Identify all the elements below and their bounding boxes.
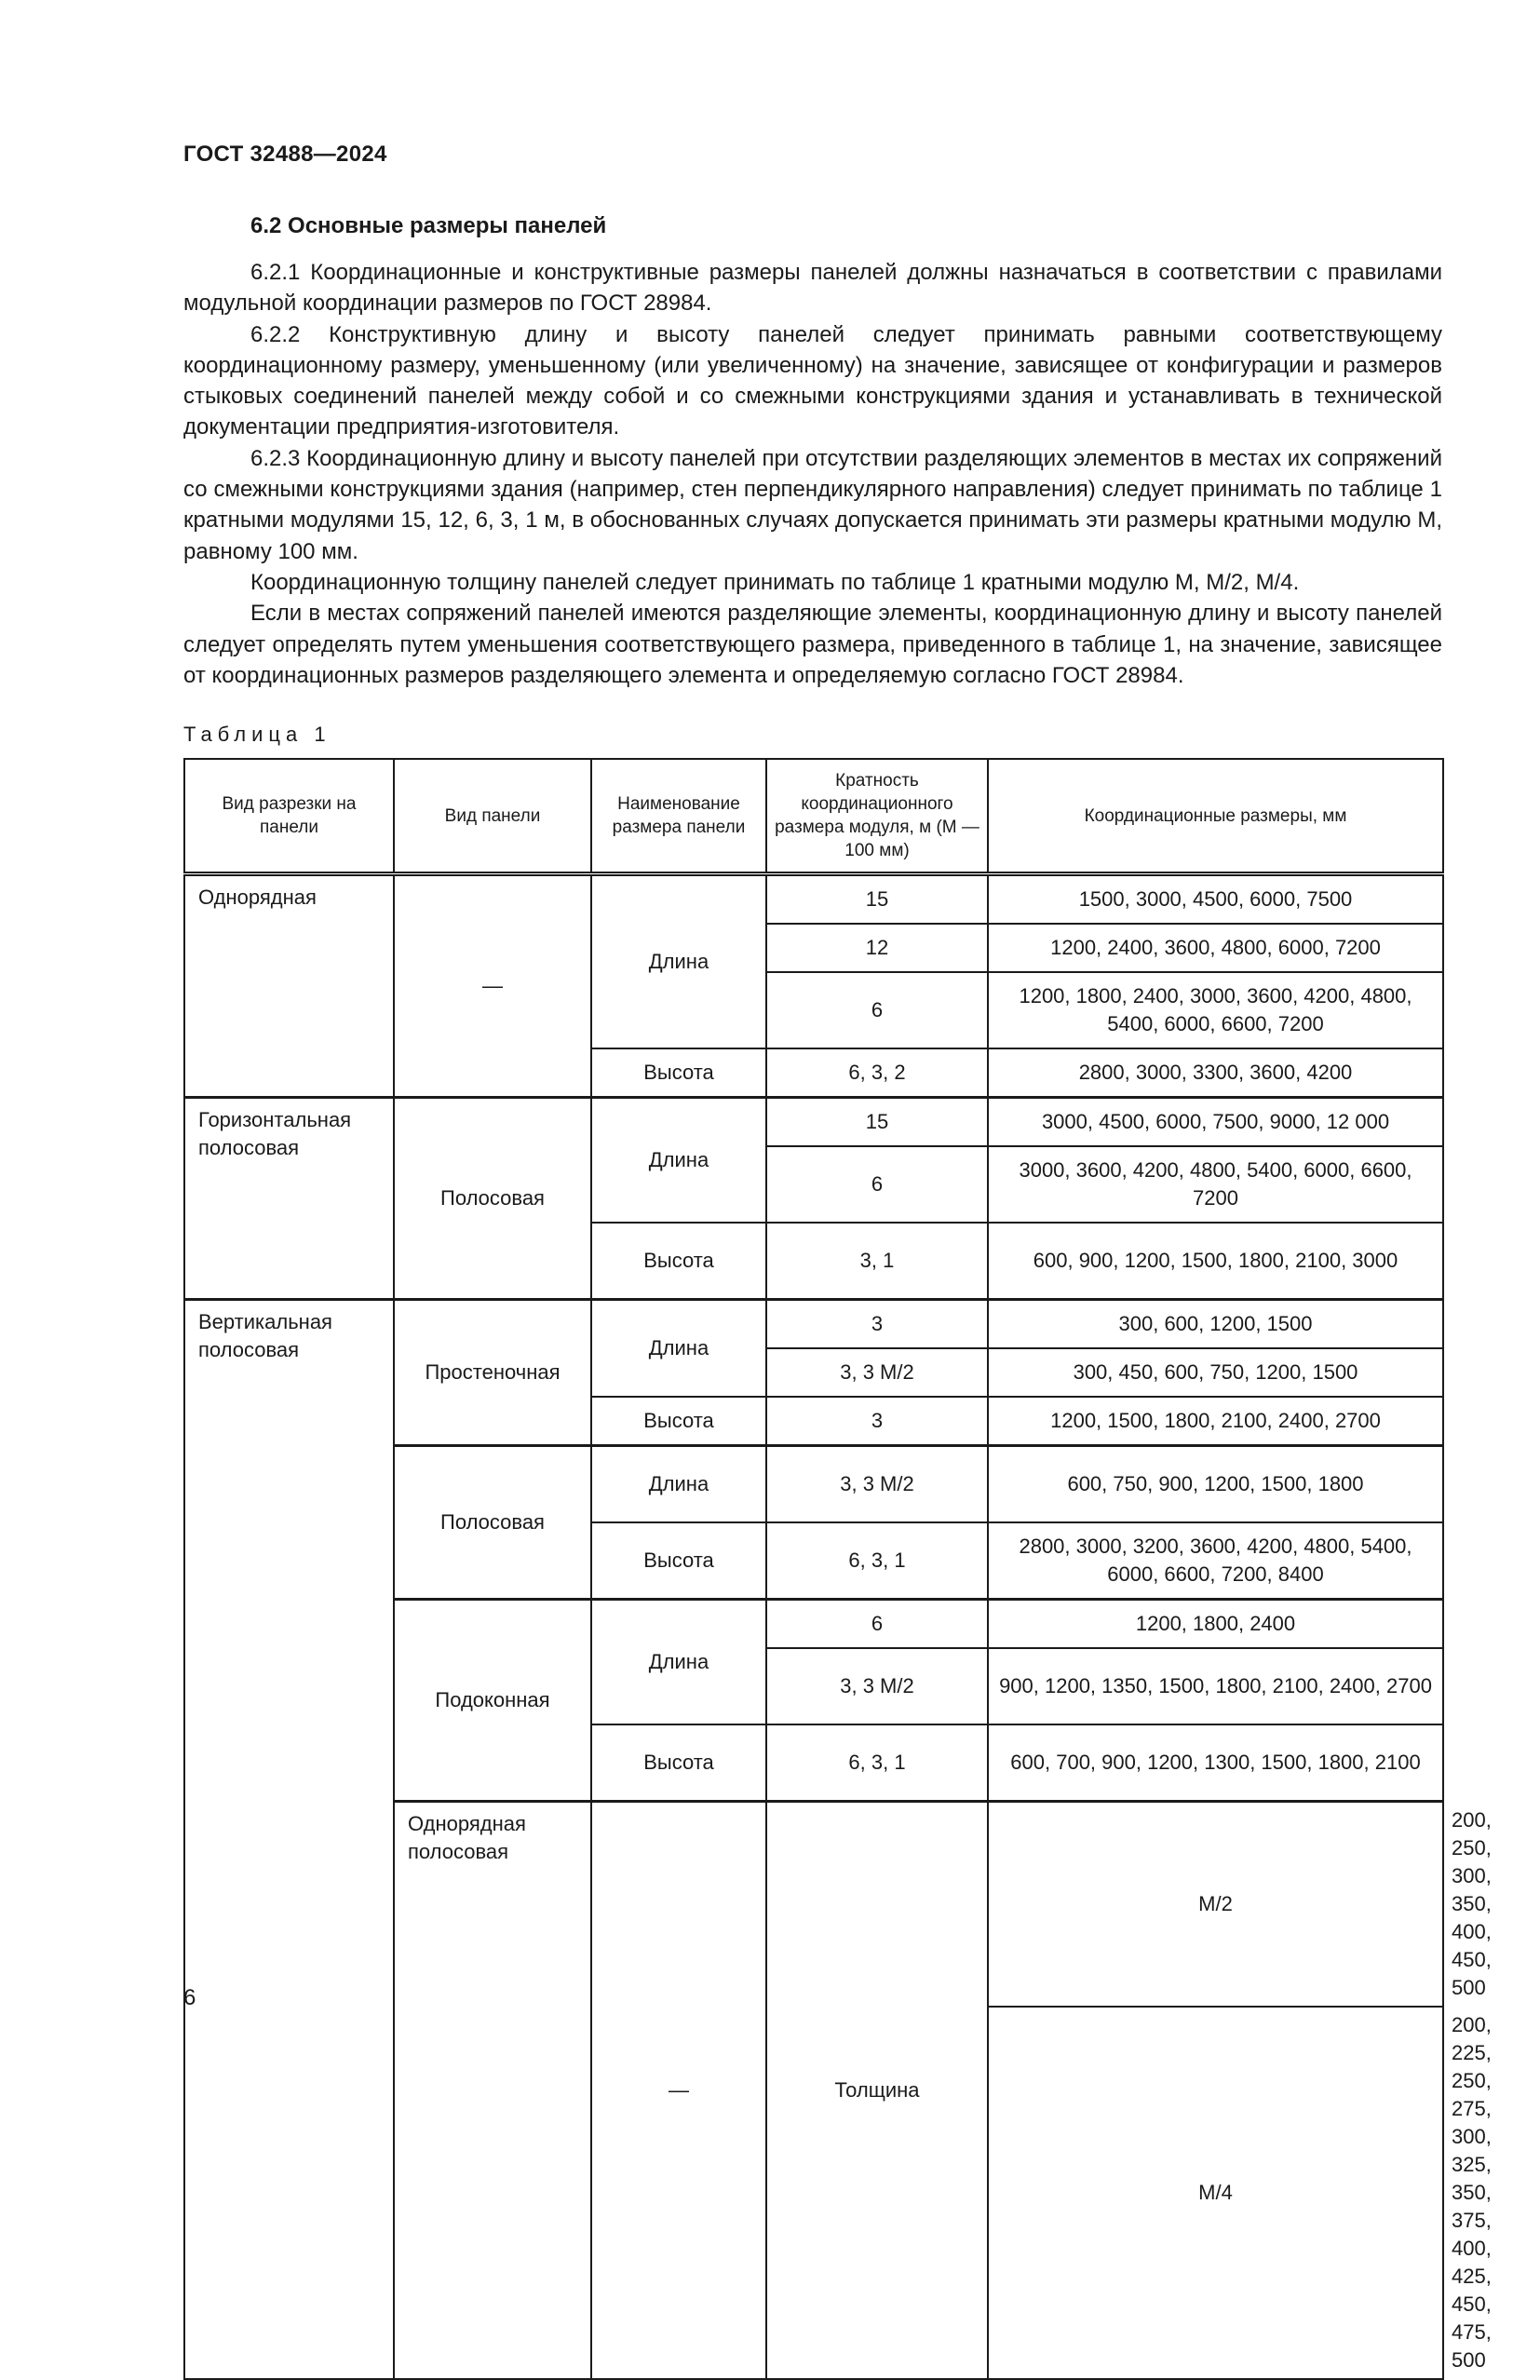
coordination-sizes-cell: 1200, 1500, 1800, 2100, 2400, 2700 [988,1397,1443,1446]
paragraph: 6.2.1 Координационные и конструктивные размеры панелей должны назначаться в соответствии с правилами модульной координации размеров по ГОСТ 28984. [183,260,1442,317]
paragraph: 6.2.3 Координационную длину и высоту панелей при отсутствии разделяющих элементов в местах их сопряжений со смежными конструкциями здания (например, стен перпендикулярного направления) следует принимать по таблице 1 кратными модулями 15, 12, 6, 3, 1 м, в обоснованных случаях допускается принимать эти размеры кратными модулю М, равному 100 мм. [183,445,1442,564]
module-multiple-cell: 6, 3, 2 [766,1048,988,1098]
panel-type-cell: — [394,874,591,1098]
module-multiple-cell: 15 [766,1098,988,1147]
cut-type-cell: Вертикальная полосовая [184,1300,394,2380]
coordination-sizes-cell: 3000, 3600, 4200, 4800, 5400, 6000, 6600, 7200 [988,1146,1443,1223]
coordination-sizes-cell: 600, 750, 900, 1200, 1500, 1800 [988,1446,1443,1523]
coordination-sizes-cell: 1200, 1800, 2400, 3000, 3600, 4200, 4800, 5400, 6000, 6600, 7200 [988,972,1443,1048]
table-body [184,874,1492,2380]
module-multiple-cell: 6 [766,972,988,1048]
coordination-sizes-cell: 600, 900, 1200, 1500, 1800, 2100, 3000 [988,1223,1443,1300]
coordination-sizes-cell: 300, 450, 600, 750, 1200, 1500 [988,1348,1443,1397]
module-multiple-cell: 3, 1 [766,1223,988,1300]
dimension-name-cell: Длина [591,1300,766,1398]
coordination-sizes-cell: 3000, 4500, 6000, 7500, 9000, 12 000 [988,1098,1443,1147]
coordination-sizes-cell: 1200, 2400, 3600, 4800, 6000, 7200 [988,924,1443,972]
paragraph: 6.2.2 Конструктивную длину и высоту панелей следует принимать равными соответствующему координационному размеру, уменьшенному (или увеличенному) на значение, зависящее от конфигурации и размеров стыковых соединений панелей между собой и со смежными конструкциями здания и устанавливать в технической документации предприятия-изготовителя. [183,321,1442,440]
panel-type-cell: Простеночная [394,1300,591,1446]
dimension-name-cell: Длина [591,1446,766,1523]
header-cut-type: Вид разрезки на панели [184,759,394,874]
table-row: М/4 200, 225, 250, 275, 300, 325, 350, 375, 400, 425, 450, 475, 500 [184,2007,1443,2379]
dimension-name-cell: Высота [591,1397,766,1446]
coordination-sizes-cell: 2800, 3000, 3300, 3600, 4200 [988,1048,1443,1098]
dimension-name-cell: Длина [591,1600,766,1725]
module-multiple-cell: 3, 3 М/2 [766,1348,988,1397]
dimension-name-cell: Высота [591,1223,766,1300]
panel-type-cell: Полосовая [394,1098,591,1300]
module-multiple-cell: 3, 3 М/2 [766,1648,988,1724]
panel-type-cell: Подоконная [394,1600,591,1802]
dimension-name-cell: Толщина [766,1802,988,2380]
coordination-sizes-cell: 1500, 3000, 4500, 6000, 7500 [988,874,1443,925]
header-coordination-sizes: Координационные размеры, мм [988,759,1443,874]
dimension-name-cell: Высота [591,1724,766,1802]
header-dimension-name: Наименование размера панели [591,759,766,874]
module-multiple-cell: 3 [766,1300,988,1349]
table-caption: Таблица 1 [183,723,331,747]
header-panel-type: Вид панели [394,759,591,874]
coordination-sizes-cell: 900, 1200, 1350, 1500, 1800, 2100, 2400, 2700 [988,1648,1443,1724]
panel-type-cell: — [591,1802,766,2380]
coordination-sizes-cell: 2800, 3000, 3200, 3600, 4200, 4800, 5400, 6000, 6600, 7200, 8400 [988,1522,1443,1600]
cut-type-cell: Однорядная полосовая [394,1802,591,2380]
dimension-name-cell: Длина [591,874,766,1049]
module-multiple-cell: М/2 [988,1802,1443,2008]
dimension-name-cell: Длина [591,1098,766,1224]
dimension-name-cell: Высота [591,1048,766,1098]
coordination-sizes-cell: 600, 700, 900, 1200, 1300, 1500, 1800, 2100 [988,1724,1443,1802]
module-multiple-cell: 6, 3, 1 [766,1522,988,1600]
coordination-sizes-cell: 1200, 1800, 2400 [988,1600,1443,1649]
module-multiple-cell: 15 [766,874,988,925]
table-row: Однорядная полосовая — Толщина М/2 200, 250, 300, 350, 400, 450, 500 [184,1802,1443,2008]
dimension-name-cell: Высота [591,1522,766,1600]
table-header-row [184,759,1443,874]
section-title: 6.2 Основные размеры панелей [250,213,607,238]
page-number: 6 [183,1985,196,2010]
module-multiple-cell: 3 [766,1397,988,1446]
table-row [184,874,1443,925]
main-content [183,210,1492,2380]
coordination-sizes-cell: 300, 600, 1200, 1500 [988,1300,1443,1349]
table-row [184,1098,1443,1147]
document-code: ГОСТ 32488—2024 [183,142,387,167]
module-multiple-cell: 6, 3, 1 [766,1724,988,1802]
panel-type-cell: Полосовая [394,1446,591,1600]
module-multiple-cell: 6 [766,1146,988,1223]
dimensions-table [183,758,1492,2380]
paragraph: Если в местах сопряжений панелей имеются разделяющие элементы, координационную длину и высоту панелей следует определять путем уменьшения соответствующего размера, приведенного в таблице 1, на значение, зависящее от координационных размеров разделяющего элемента и определяемую согласно ГОСТ 28984. [183,601,1442,688]
cut-type-cell: Горизонтальная полосовая [184,1098,394,1300]
module-multiple-cell: 6 [766,1600,988,1649]
module-multiple-cell: 12 [766,924,988,972]
module-multiple-cell: 3, 3 М/2 [766,1446,988,1523]
table-row [184,1300,1443,1349]
module-multiple-cell: М/4 [988,2007,1443,2379]
cut-type-cell: Однорядная [184,874,394,1098]
header-module-multiple: Кратность координационного размера модуля, м (М — 100 мм) [766,759,988,874]
paragraph: Координационную толщину панелей следует принимать по таблице 1 кратными модулю М, М/2, М/4. [250,569,1300,595]
